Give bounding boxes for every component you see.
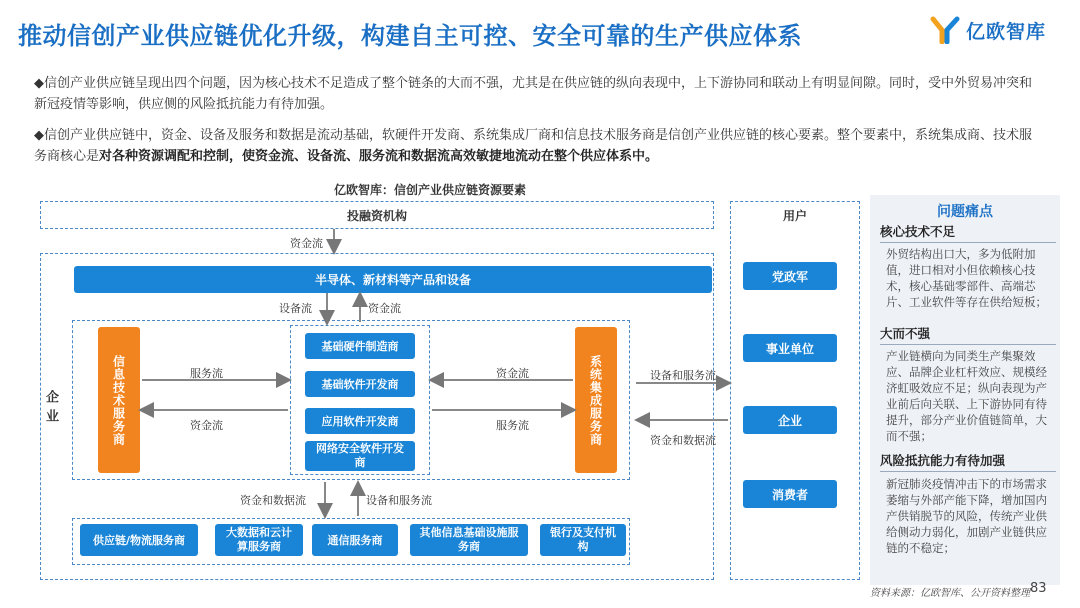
users-title: 用户	[782, 209, 807, 223]
flow-label-to-users: 设备和服务流	[650, 369, 716, 382]
flow-label-right-capital: 资金流	[496, 367, 529, 380]
semiconductor-bar: 半导体、新材料等产品和设备	[74, 266, 712, 293]
flow-label-left-capital: 资金流	[190, 419, 223, 432]
pain-item-2-title: 大而不强	[880, 326, 931, 341]
flow-label-equipment-down: 设备流	[279, 302, 312, 315]
telecom-provider: 通信服务商	[312, 524, 398, 556]
pain-item-1-body: 外贸结构出口大，多为低附加值，进口相对小但依赖核心技术，核心基础零部件、高端芯片、工业软件等存在供给短板；	[886, 247, 1047, 309]
system-integrator: 系统集成服务商	[575, 327, 617, 473]
flow-label-from-users: 资金和数据流	[650, 434, 716, 447]
pain-item-3-head	[880, 450, 1056, 472]
user-enterprise: 企业	[743, 406, 837, 434]
logo-text: 亿欧智库	[966, 20, 1047, 43]
pain-points-title: 问题痛点	[937, 204, 993, 220]
flow-label-capital-top: 资金流	[290, 237, 323, 250]
basic-software-developer: 基础软件开发商	[305, 371, 415, 397]
flow-label-left-service: 服务流	[190, 367, 223, 380]
paragraph-2-text: ◆信创产业供应链中，资金、设备及服务和数据是流动基础，软硬件开发商、系统集成厂商和信息技术服务商是信创产业供应链的核心要素。整个要素中，系统集成商、技术服务商核心是	[34, 128, 1032, 164]
flow-label-bottom-left: 资金和数据流	[240, 494, 306, 507]
pain-item-1-head	[880, 221, 1056, 243]
pain-item-1-title: 核心技术不足	[880, 224, 956, 239]
supply-chain-logistics: 供应链/物流服务商	[80, 524, 198, 556]
it-service-provider: 信息技术服务商	[98, 327, 140, 473]
diagram-title: 亿欧智库：信创产业供应链资源要素	[333, 183, 526, 197]
flow-label-right-service: 服务流	[496, 419, 529, 432]
pain-item-3-title: 风险抵抗能力有待加强	[880, 453, 1006, 468]
bank-payment-institution: 银行及支付机构	[540, 524, 626, 556]
flow-label-capital-up: 资金流	[368, 302, 401, 315]
user-public-institution: 事业单位	[743, 334, 837, 362]
source-note: 资料来源：亿欧智库、公开资料整理	[870, 588, 1030, 599]
investors-label: 投融资机构	[346, 209, 407, 223]
application-software-developer: 应用软件开发商	[305, 408, 415, 434]
hardware-manufacturer: 基础硬件制造商	[305, 333, 415, 359]
other-infra-provider: 其他信息基础设施服务商	[410, 524, 528, 556]
page-number: 83	[1030, 581, 1047, 596]
paragraph-2-bold: 对各种资源调配和控制，使资金流、设备流、服务流和数据流高效敏捷地流动在整个供应体系中。	[99, 149, 659, 164]
pain-item-3-body: 新冠肺炎疫情冲击下的市场需求萎缩与外部产能下降，增加国内产供销脱节的风险，传统产业供给侧动力弱化，加剧产业链供应链的不稳定；	[886, 477, 1047, 555]
user-party-govt-military: 党政军	[743, 262, 837, 290]
page-title: 推动信创产业供应链优化升级，构建自主可控、安全可靠的生产供应体系	[18, 22, 802, 50]
user-consumer: 消费者	[743, 480, 837, 508]
pain-item-2-body: 产业链横向为同类生产集聚效应、品牌企业杠杆效应、规模经济虹吸效应不足；纵向表现为产业前后向关联、上下游协同有待提升，部分产业价值链简单，大而不强；	[886, 349, 1047, 443]
paragraph-1: ◆信创产业供应链呈现出四个问题，因为核心技术不足造成了整个链条的大而不强，尤其是在供应链的纵向表现中，上下游协同和联动上有明显间隙。同时，受中外贸易冲突和新冠疫情等影响，供应侧的风险抵抗能力有待加强。	[34, 76, 1032, 112]
enterprise-label: 企业	[43, 390, 58, 428]
bigdata-cloud-provider: 大数据和云计算服务商	[215, 524, 303, 556]
pain-item-2-head	[880, 323, 1056, 345]
security-software-developer: 网络安全软件开发商	[305, 441, 415, 471]
flow-label-bottom-right: 设备和服务流	[366, 494, 432, 507]
